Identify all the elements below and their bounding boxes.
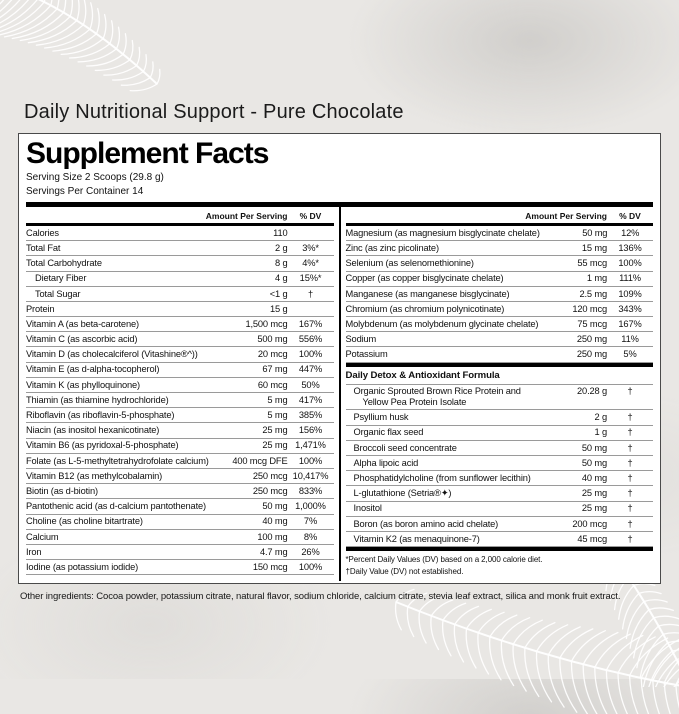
amount-value: 55 mcg bbox=[577, 258, 607, 269]
nutrient-label: Dietary Fiber bbox=[35, 273, 87, 284]
amount-value: 200 mcg bbox=[572, 518, 607, 529]
nutrient-label: Protein bbox=[26, 303, 55, 314]
amount-value: 50 mg bbox=[582, 227, 608, 238]
dv-value: 50% bbox=[301, 379, 320, 390]
amount-value: 2 g bbox=[275, 242, 288, 253]
nutrient-label: Vitamin K (as phylloquinone) bbox=[26, 379, 140, 390]
nutrient-label: Iodine (as potassium iodide) bbox=[26, 561, 139, 572]
nutrient-label: Folate (as L-5-methyltetrahydrofolate calcium) bbox=[26, 455, 209, 466]
dv-value: 26% bbox=[301, 546, 320, 557]
nutrient-label: Copper (as copper bisglycinate chelate) bbox=[345, 273, 504, 284]
nutrient-label: Choline (as choline bitartrate) bbox=[26, 516, 143, 527]
nutrient-label: Phosphatidylcholine (from sunflower lecithin) bbox=[353, 472, 531, 483]
table-row bbox=[346, 502, 654, 517]
nutrient-label: Biotin (as d-biotin) bbox=[26, 485, 98, 496]
table-row bbox=[26, 287, 334, 302]
table-row bbox=[26, 393, 334, 408]
amount-value: 250 mg bbox=[576, 334, 607, 345]
nutrient-label: Organic flax seed bbox=[353, 427, 424, 438]
nutrient-label: Calories bbox=[26, 227, 59, 238]
table-row bbox=[26, 439, 334, 454]
amount-value: 1,500 mcg bbox=[245, 318, 288, 329]
amount-value: 250 mcg bbox=[252, 470, 288, 481]
dv-value: † bbox=[627, 518, 633, 529]
mineral-rows bbox=[346, 226, 654, 363]
table-row bbox=[346, 532, 654, 547]
nutrient-label: Manganese (as manganese bisglycinate) bbox=[345, 288, 510, 299]
amount-value: 2 g bbox=[594, 412, 607, 423]
amount-value: <1 g bbox=[269, 288, 288, 299]
dv-value: 343% bbox=[618, 303, 642, 314]
table-row bbox=[26, 530, 334, 545]
nutrient-label: L-glutathione (Setria®✦) bbox=[353, 488, 452, 499]
left-column bbox=[26, 207, 336, 581]
nutrient-label: Riboflavin (as riboflavin-5-phosphate) bbox=[26, 410, 175, 421]
table-row bbox=[346, 226, 654, 241]
amount-value: 4.7 mg bbox=[259, 546, 288, 557]
dv-value: 4%* bbox=[302, 258, 319, 269]
amount-value: 15 mg bbox=[581, 242, 607, 253]
table-row bbox=[26, 302, 334, 317]
nutrient-label: Inositol bbox=[353, 503, 382, 514]
percent-dv-header: % DV bbox=[619, 210, 641, 221]
left-column-header bbox=[26, 207, 334, 226]
amount-value: 400 mcg DFE bbox=[232, 455, 288, 466]
dv-value: 156% bbox=[298, 425, 323, 436]
dv-value: 12% bbox=[621, 227, 640, 238]
supplement-facts-heading: Supplement Facts bbox=[26, 137, 269, 170]
amount-value: 5 mg bbox=[267, 394, 288, 405]
table-row bbox=[346, 385, 654, 411]
amount-value: 120 mcg bbox=[572, 303, 607, 314]
amount-value: 45 mcg bbox=[577, 533, 607, 544]
amount-value: 5 mg bbox=[267, 410, 288, 421]
dv-value: † bbox=[627, 472, 633, 483]
page-title: Daily Nutritional Support - Pure Chocolate bbox=[24, 101, 404, 123]
amount-value: 40 mg bbox=[262, 516, 288, 527]
table-row bbox=[26, 256, 334, 271]
amount-value: 25 mg bbox=[262, 425, 288, 436]
dv-value: 1,471% bbox=[295, 440, 326, 451]
table-row bbox=[346, 471, 654, 486]
table-row bbox=[346, 517, 654, 532]
nutrient-label: Vitamin D (as cholecalciferol (Vitashine®^)) bbox=[26, 349, 198, 360]
column-divider bbox=[339, 207, 341, 581]
dv-value: 136% bbox=[618, 242, 642, 253]
nutrient-label: Vitamin C (as ascorbic acid) bbox=[26, 334, 138, 345]
amount-value: 4 g bbox=[275, 273, 288, 284]
nutrient-label: Vitamin B6 (as pyridoxal-5-phosphate) bbox=[26, 440, 179, 451]
nutrient-label: Thiamin (as thiamine hydrochloride) bbox=[26, 394, 169, 405]
dv-value: † bbox=[627, 386, 633, 397]
left-column-rows bbox=[26, 226, 334, 575]
nutrient-label: Vitamin E (as d-alpha-tocopherol) bbox=[26, 364, 160, 375]
table-row bbox=[26, 272, 334, 287]
table-row bbox=[26, 332, 334, 347]
nutrient-label: Total Carbohydrate bbox=[26, 258, 102, 269]
table-row bbox=[26, 454, 334, 469]
dv-value: 100% bbox=[298, 561, 323, 572]
dv-value: 1,000% bbox=[295, 501, 326, 512]
amount-value: 50 mg bbox=[262, 501, 288, 512]
amount-value: 250 mcg bbox=[252, 485, 288, 496]
nutrient-label: Alpha lipoic acid bbox=[353, 457, 419, 468]
other-ingredients: Other ingredients: Cocoa powder, potassium citrate, natural flavor, sodium chloride, calcium citrate, stevia leaf extract, silica and monk fruit extract. bbox=[20, 591, 621, 603]
amount-value: 250 mg bbox=[576, 349, 607, 360]
table-row bbox=[26, 241, 334, 256]
nutrient-label: Molybdenum (as molybdenum glycinate chelate) bbox=[345, 318, 539, 329]
table-row bbox=[346, 332, 654, 347]
dv-value: † bbox=[627, 488, 633, 499]
nutrient-label: Iron bbox=[26, 546, 42, 557]
table-row bbox=[346, 441, 654, 456]
table-row bbox=[346, 456, 654, 471]
nutrient-label: Vitamin K2 (as menaquinone-7) bbox=[353, 533, 480, 544]
nutrient-label-line2: Yellow Pea Protein Isolate bbox=[362, 397, 467, 408]
amount-per-serving-header: Amount Per Serving bbox=[525, 210, 607, 221]
nutrient-label: Selenium (as selenomethionine) bbox=[345, 258, 474, 269]
dv-value: 11% bbox=[621, 334, 639, 345]
dv-value: 167% bbox=[618, 318, 642, 329]
table-row bbox=[346, 302, 654, 317]
dv-value: 100% bbox=[618, 258, 642, 269]
amount-value: 150 mcg bbox=[252, 561, 288, 572]
amount-value: 50 mg bbox=[581, 442, 607, 453]
dv-value: 7% bbox=[303, 516, 318, 527]
amount-value: 500 mg bbox=[257, 334, 288, 345]
amount-per-serving-header: Amount Per Serving bbox=[205, 210, 288, 221]
nutrient-label: Vitamin A (as beta-carotene) bbox=[26, 318, 139, 329]
nutrient-label: Calcium bbox=[26, 531, 59, 542]
table-row bbox=[26, 408, 334, 423]
dv-value: 109% bbox=[618, 288, 642, 299]
footnote-percent-dv: *Percent Daily Values (DV) based on a 2,000 calorie diet. bbox=[345, 555, 543, 565]
dv-value: 100% bbox=[298, 455, 323, 466]
nutrient-label: Chromium (as chromium polynicotinate) bbox=[345, 303, 505, 314]
dv-value: 15%* bbox=[299, 273, 322, 284]
nutrient-label: Zinc (as zinc picolinate) bbox=[345, 242, 439, 253]
dv-value: 8% bbox=[303, 531, 318, 542]
table-row bbox=[346, 347, 654, 362]
amount-value: 25 mg bbox=[262, 440, 288, 451]
table-row bbox=[26, 347, 334, 362]
dv-value: 556% bbox=[298, 334, 323, 345]
nutrient-label: Boron (as boron amino acid chelate) bbox=[353, 518, 499, 529]
amount-value: 8 g bbox=[275, 258, 288, 269]
table-row bbox=[26, 423, 334, 438]
dv-value: 111% bbox=[619, 273, 641, 284]
supplement-facts-panel bbox=[18, 133, 661, 584]
dv-value: † bbox=[627, 533, 633, 544]
table-row bbox=[346, 410, 654, 425]
amount-value: 1 mg bbox=[586, 273, 607, 284]
table-row bbox=[346, 317, 654, 332]
table-row bbox=[346, 241, 654, 256]
footnote-dagger: †Daily Value (DV) not established. bbox=[345, 566, 464, 576]
nutrient-label: Total Sugar bbox=[35, 288, 81, 299]
nutrient-label: Magnesium (as magnesium bisglycinate chelate) bbox=[345, 227, 540, 238]
table-row bbox=[26, 499, 334, 514]
dv-value: † bbox=[627, 442, 633, 453]
dv-value: 417% bbox=[298, 394, 323, 405]
table-row bbox=[26, 317, 334, 332]
dv-value: 167% bbox=[298, 318, 323, 329]
nutrient-label: Vitamin B12 (as methylcobalamin) bbox=[26, 470, 163, 481]
amount-value: 15 g bbox=[270, 303, 288, 314]
nutrient-label: Broccoli seed concentrate bbox=[353, 442, 457, 453]
amount-value: 40 mg bbox=[581, 472, 607, 483]
table-row bbox=[346, 256, 654, 271]
amount-value: 75 mcg bbox=[577, 318, 607, 329]
table-row bbox=[26, 560, 334, 575]
dv-value: † bbox=[627, 457, 633, 468]
servings-per-container: Servings Per Container 14 bbox=[26, 185, 144, 197]
dv-value: † bbox=[307, 288, 314, 299]
footnotes bbox=[346, 551, 654, 581]
amount-value: 1 g bbox=[594, 427, 607, 438]
nutrient-label: Psyllium husk bbox=[353, 412, 409, 423]
table-row bbox=[26, 515, 334, 530]
amount-value: 67 mg bbox=[262, 364, 288, 375]
table-row bbox=[26, 469, 334, 484]
dv-value: † bbox=[627, 412, 633, 423]
table-row bbox=[346, 486, 654, 501]
nutrient-label: Potassium bbox=[345, 349, 388, 360]
dv-value: 833% bbox=[298, 485, 323, 496]
nutrient-label: Sodium bbox=[345, 334, 377, 345]
amount-value: 110 bbox=[273, 227, 288, 238]
dv-value: † bbox=[627, 427, 633, 438]
detox-section-header: Daily Detox & Antioxidant Formula bbox=[346, 367, 654, 385]
table-row bbox=[26, 545, 334, 560]
amount-value: 50 mg bbox=[581, 457, 607, 468]
table-row bbox=[346, 272, 654, 287]
detox-rows bbox=[346, 385, 654, 547]
table-row bbox=[26, 378, 334, 393]
table-row bbox=[26, 226, 334, 241]
dv-value: 3%* bbox=[302, 242, 319, 253]
table-row bbox=[346, 287, 654, 302]
amount-value: 25 mg bbox=[581, 503, 607, 514]
amount-value: 20.28 g bbox=[577, 386, 607, 397]
amount-value: 100 mg bbox=[257, 531, 288, 542]
amount-value: 60 mcg bbox=[257, 379, 288, 390]
right-column-header bbox=[346, 207, 654, 226]
dv-value: 385% bbox=[298, 410, 323, 421]
amount-value: 2.5 mg bbox=[579, 288, 607, 299]
dv-value: 447% bbox=[298, 364, 323, 375]
nutrient-label: Pantothenic acid (as d-calcium pantothenate) bbox=[26, 501, 206, 512]
dv-value: 10,417% bbox=[292, 470, 329, 481]
nutrient-label: Total Fat bbox=[26, 242, 61, 253]
serving-size: Serving Size 2 Scoops (29.8 g) bbox=[26, 171, 164, 183]
table-row bbox=[346, 426, 654, 441]
facts-columns bbox=[26, 207, 653, 581]
dv-value: 100% bbox=[298, 349, 323, 360]
amount-value: 25 mg bbox=[581, 488, 607, 499]
nutrient-label: Organic Sprouted Brown Rice Protein and Yellow Pea Protein Isolate bbox=[346, 386, 542, 407]
nutrient-label: Niacin (as inositol hexanicotinate) bbox=[26, 425, 160, 436]
dv-value: 5% bbox=[623, 349, 637, 360]
table-row bbox=[26, 484, 334, 499]
table-row bbox=[26, 363, 334, 378]
right-column bbox=[344, 207, 654, 581]
amount-value: 20 mcg bbox=[257, 349, 288, 360]
percent-dv-header: % DV bbox=[299, 210, 322, 221]
dv-value: † bbox=[627, 503, 633, 514]
